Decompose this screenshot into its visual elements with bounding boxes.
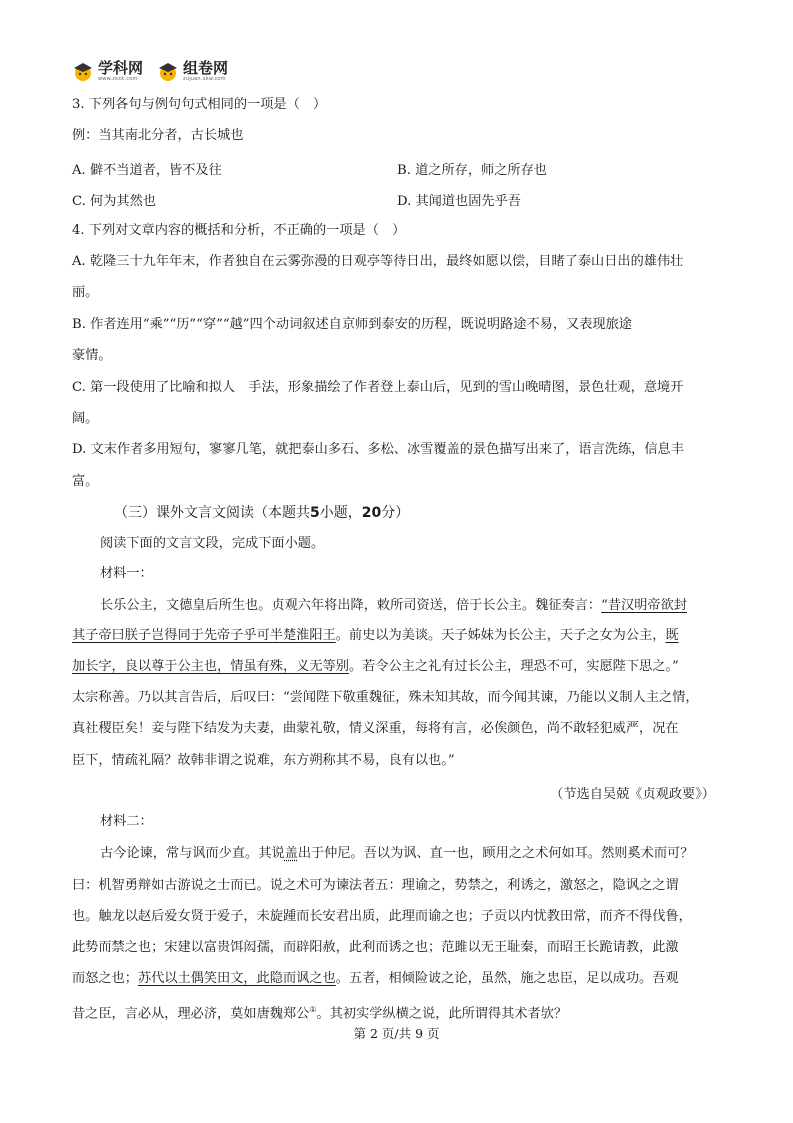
q3-example: 例：当其南北分者，古长城也 [72,128,244,143]
material1-label: 材料一： [100,566,153,581]
material2-label: 材料二： [100,814,153,829]
material2-line5: 而怒之也；苏代以土偶笑田文，此隐而讽之也。五者，相倾险诐之论，虽然，施之忠臣，足以成功。吾观 [72,971,679,986]
q4-option-b-line2: 豪情。 [72,348,112,363]
material1-line4: 太宗称善。乃以其言告后，后叹曰：“尝闻陛下敬重魏征，殊未知其故，而今闻其谏，乃能以义制人主之情， [72,690,699,705]
material1-line3: 加长字，良以尊于公主也，情虽有殊，义无等别。若令公主之礼有过长公主，理恐不可，实愿陛下思之。” [72,659,679,674]
graduation-cap-icon [72,60,94,82]
material1-line2: 其子帝曰朕子岂得同于先帝子乎可半楚淮阳王。前史以为美谈。天子姊妹为长公主，天子之女为公主，既 [72,628,679,643]
xuekewang-logo[interactable] [72,60,143,82]
zujuanwang-logo[interactable] [157,60,228,82]
logo2-url: zujuan.xkw.com [183,75,226,82]
q4-option-b-line1: B. 作者连用“乘”“历”“穿”“越”四个动词叙述自京师到泰安的历程，既说明路途不易，又表现旅途 [72,317,632,332]
q3-option-a: A. 僻不当道者，皆不及往 [72,163,222,178]
material2-line3: 也。触龙以赵后爱女贤于爱子，未旋踵而长安君出质，此理而谕之也；子贡以内忧教田常，而齐不得伐鲁， [72,909,692,924]
material2-line6: 昔之臣，言必从，理必济，莫如唐魏郑公①。其初实学纵横之说，此所谓得其术者欤？ [72,1005,568,1022]
logo1-text: 学科网 [98,58,144,77]
material2-line1: 古今论谏，常与讽而少直。其说盖出于仲尼。吾以为讽、直一也，顾用之之术何如耳。然则奚术而可？ [100,846,694,861]
logo2-text: 组卷网 [183,58,229,77]
q4-option-a-line1: A. 乾隆三十九年年末，作者独自在云雾弥漫的日观亭等待日出，最终如愿以偿，目睹了泰山日出的雄伟壮 [72,254,684,269]
q4-option-c-line1: C. 第一段使用了比喻和拟人 手法，形象描绘了作者登上泰山后，见到的雪山晚晴图，景色壮观，意境开 [72,380,684,395]
q3-option-b: B. 道之所存，师之所存也 [397,163,547,178]
material2-line2: 曰：机智勇辩如古游说之士而已。说之术可为谏法者五：理谕之，势禁之，利诱之，激怒之，隐讽之之谓 [72,878,679,893]
q3-question: 3. 下列各句与例句句式相同的一项是（ ） [72,97,327,112]
section3-title: （三）课外文言文阅读（本题共5小题，20分） [114,505,410,521]
material1-line6: 臣下，情疏礼隔？故韩非谓之说难，东方朔称其不易，良有以也。” [72,753,455,768]
q4-option-d-line2: 富。 [72,474,99,489]
section3-intro: 阅读下面的文言文段，完成下面小题。 [100,536,325,551]
header-logos [72,58,228,84]
q4-question: 4. 下列对文章内容的概括和分析，不正确的一项是（ ） [72,223,406,238]
material1-source: （节选自吴兢《贞观政要》） [550,787,715,802]
material2-line4: 此势而禁之也；宋建以富贵饵闳孺，而辟阳赦，此利而诱之也；范雎以无王耻秦，而昭王长跪请教，此激 [72,940,679,955]
material1-line1: 长乐公主，文德皇后所生也。贞观六年将出降，敕所司资送，倍于长公主。魏征奏言：“昔汉明帝欲封 [100,598,687,613]
q4-option-a-line2: 丽。 [72,285,99,300]
q4-option-d-line1: D. 文末作者多用短句，寥寥几笔，就把泰山多石、多松、冰雪覆盖的景色描写出来了，语言洗练，信息丰 [72,442,684,457]
q3-option-c: C. 何为其然也 [72,194,156,209]
graduation-cap-icon [157,60,179,82]
material1-line5: 真社稷臣矣！妾与陛下结发为夫妻，曲蒙礼敬，情义深重，每将有言，必俟颜色，尚不敢轻犯威严，况在 [72,721,679,736]
q3-option-d: D. 其闻道也固先乎吾 [397,194,521,209]
logo1-url: www.zxxk.com [98,75,138,82]
page-number: 第 2 页/共 9 页 [353,1026,440,1041]
q4-option-c-line2: 阔。 [72,411,99,426]
